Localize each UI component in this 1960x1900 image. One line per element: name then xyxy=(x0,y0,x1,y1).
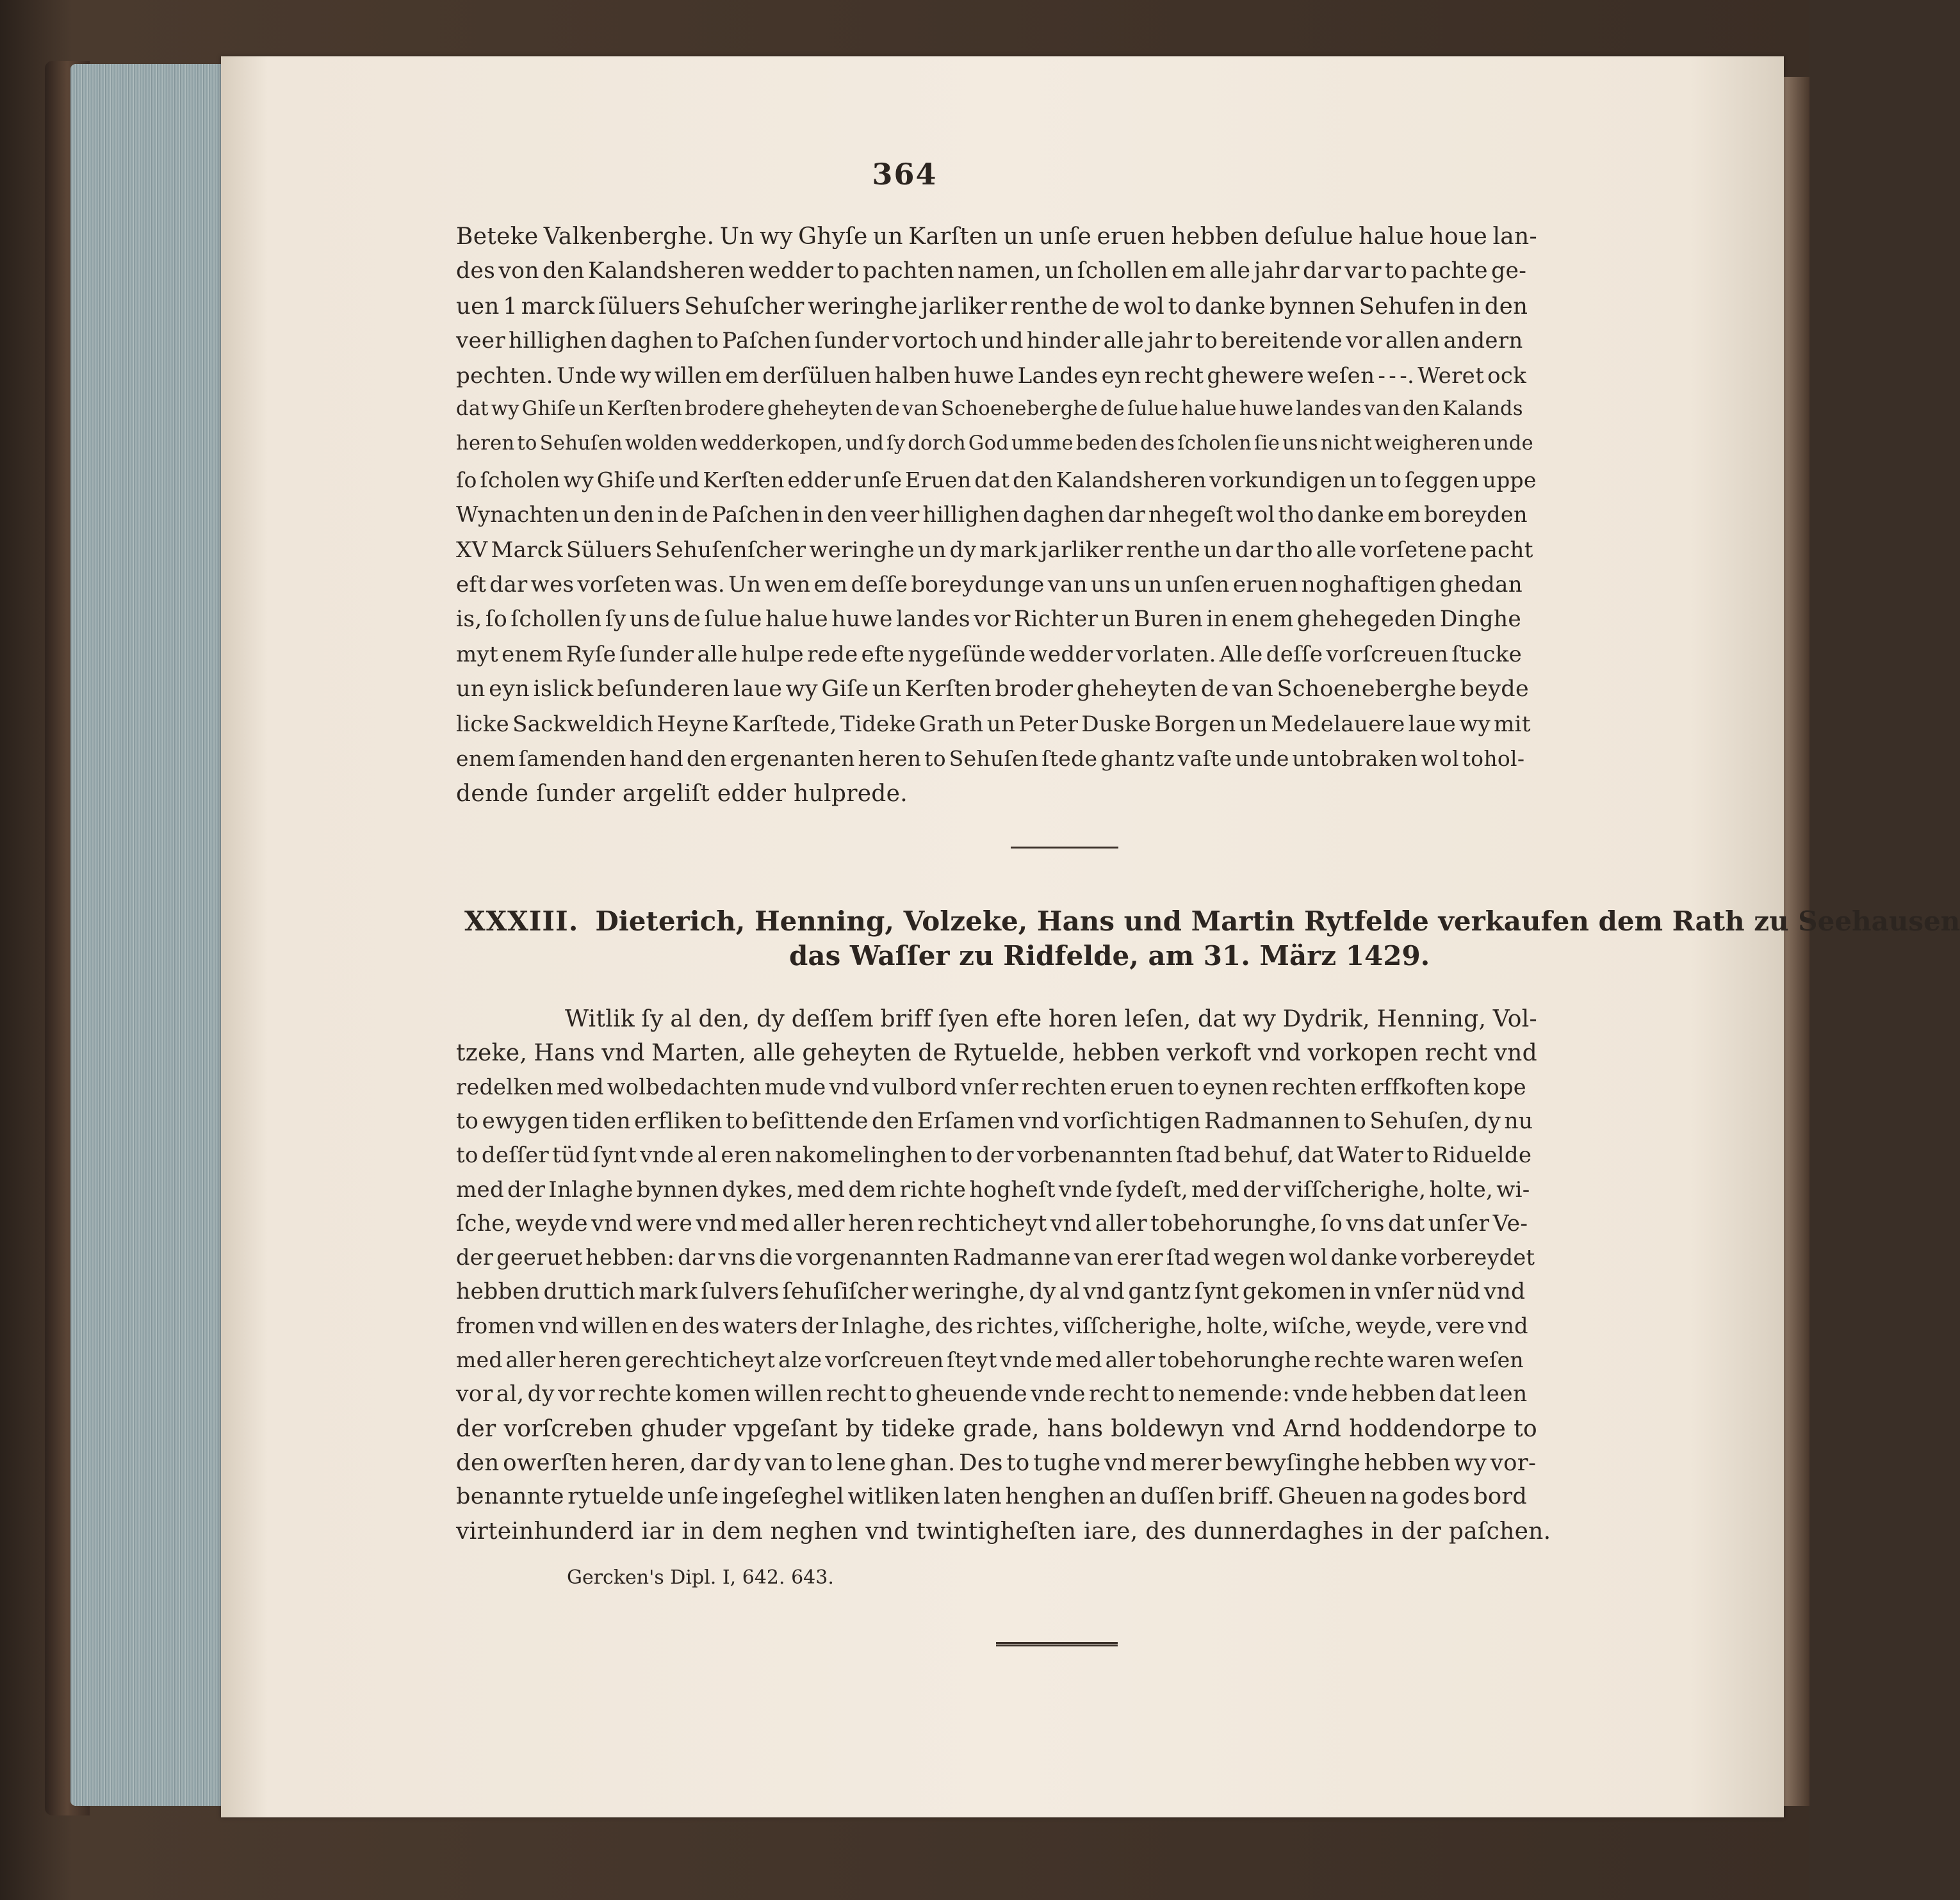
text-line: Witlik ſy al den, dy deſſem briff ſyen efte horen leſen, dat wy Dydrik, Henning, Vol- xyxy=(565,1006,1537,1032)
text-line: den owerſten heren, dar dy van to lene ghan. Des to tughe vnd merer bewyſinghe hebben wy vor- xyxy=(456,1449,1537,1476)
book-page xyxy=(221,56,1784,1817)
text-line: hebben druttich mark ſulvers ſehuſiſcher weringhe, dy al vnd gantz ſynt gekomen in vnſer nüd vnd xyxy=(456,1279,1526,1305)
text-line: virteinhunderd iar in dem neghen vnd twintigheſten iare, des dunnerdaghes in der paſchen. xyxy=(456,1518,1551,1545)
section-heading-line-2: das Waſſer zu Ridfelde, am 31. März 1429. xyxy=(789,940,1430,971)
text-line: fromen vnd willen en des waters der Inlaghe, des richtes, viſſcherighe, holte, wiſche, weyde, vere vnd xyxy=(456,1313,1528,1338)
page-stack-edge xyxy=(70,64,231,1806)
text-line: is, ſo ſchollen ſy uns de ſulue halue huwe landes vor Richter un Buren in enem ghehegeden Dinghe xyxy=(456,606,1522,633)
text-line: dende ſunder argeliſt edder hulprede. xyxy=(456,781,908,808)
text-line: veer hillighen daghen to Paſchen ſunder vortoch und hinder alle jahr to bereitende vor allen andern xyxy=(456,328,1523,354)
text-line: myt enem Ryſe ſunder alle hulpe rede efte nygeſünde wedder vorlaten. Alle deſſe vorſcreuen ſtucke xyxy=(456,641,1523,667)
text-line: benannte rytuelde unſe ingeſeghel witliken laten henghen an duſſen briff. Gheuen na godes bord xyxy=(456,1484,1528,1510)
section-heading-text: Dieterich, Henning, Volzeke, Hans und Martin Rytfelde verkaufen dem Rath zu Seehausen xyxy=(595,905,1960,937)
section-number: XXXIII. xyxy=(464,905,579,937)
text-line: tzeke, Hans vnd Marten, alle geheyten de Rytuelde, hebben verkoft vnd vorkopen recht vnd xyxy=(456,1040,1537,1067)
text-line: un eyn islick beſunderen laue wy Giſe un Kerſten broder gheheyten de van Schoeneberghe beyde xyxy=(456,676,1529,702)
text-line: med der Inlaghe bynnen dykes, med dem richte hogheſt vnde ſydeſt, med der viſſcherighe, holte, wi- xyxy=(456,1176,1530,1203)
end-rule xyxy=(996,1642,1118,1646)
text-line: licke Sackweldich Heyne Karſtede, Tideke Grath un Peter Duske Borgen un Medelauere laue wy mit xyxy=(456,711,1531,737)
section-heading-line-1 xyxy=(464,905,1960,937)
text-line: XV Marck Süluers Sehuſenſcher weringhe un dy mark jarliker renthe un dar tho alle vorſetene pacht xyxy=(456,537,1533,563)
text-line: heren to Sehuſen wolden wedderkopen, und ſy dorch God umme beden des ſcholen ſie uns nicht weigheren unde xyxy=(456,432,1533,455)
text-line: med aller heren gerechticheyt alze vorſcreuen ſteyt vnde med aller tobehorunghe rechte waren weſen xyxy=(456,1347,1524,1372)
source-citation: Gercken's Dipl. I, 642. 643. xyxy=(567,1566,834,1589)
section-divider-rule xyxy=(1011,847,1118,849)
text-line: to deſſer tüd ſynt vnde al eren nakomelinghen to der vorbenannten ſtad behuf, dat Water to Riduelde xyxy=(456,1142,1532,1169)
text-line: Wynachten un den in de Paſchen in den veer hillighen daghen dar nhegeſt wol tho danke em boreyden xyxy=(456,502,1528,528)
text-line: der geeruet hebben: dar vns die vorgenannten Radmanne van erer ſtad wegen wol danke vorbereydet xyxy=(456,1245,1535,1271)
text-line: pechten. Unde wy willen em derſüluen halben huwe Landes eyn recht ghewere weſen - - -. Weret ock xyxy=(456,362,1527,389)
page-number: 364 xyxy=(872,157,938,191)
text-line: enem ſamenden hand den ergenanten heren to Sehuſen ſtede ghantz vaſte unde untobraken wol tohol- xyxy=(456,746,1525,771)
text-line: redelken med wolbedachten mude vnd vulbord vnſer rechten eruen to eynen rechten erffkoften kope xyxy=(456,1074,1526,1100)
text-line: Beteke Valkenberghe. Un wy Ghyſe un Karſten un unſe eruen hebben deſulue halue houe lan- xyxy=(456,223,1537,250)
text-line: dat wy Ghiſe un Kerſten brodere gheheyten de van Schoeneberghe de ſulue halue huwe landes van den Kalands xyxy=(456,398,1523,420)
text-line: eft dar wes vorſeten was. Un wen em deſſe boreydunge van uns un unſen eruen noghaftigen ghedan xyxy=(456,572,1523,597)
text-line: vor al, dy vor rechte komen willen recht to gheuende vnde recht to nemende: vnde hebben dat leen xyxy=(456,1381,1528,1408)
text-line: ſo ſcholen wy Ghiſe und Kerſten edder unſe Eruen dat den Kalandsheren vorkundigen un to ſeggen uppe xyxy=(456,467,1537,492)
text-line: uen 1 marck ſüluers Sehuſcher weringhe jarliker renthe de wol to danke bynnen Sehufen in den xyxy=(456,293,1528,320)
text-line: der vorſcreben ghuder vpgeſant by tideke grade, hans boldewyn vnd Arnd hoddendorpe to xyxy=(456,1415,1537,1442)
text-line: des von den Kalandsheren wedder to pachten namen, un ſchollen em alle jahr dar var to pachte ge- xyxy=(456,258,1527,284)
text-line: ſche, weyde vnd were vnd med aller heren rechticheyt vnd aller tobehorunghe, ſo vns dat unſer Ve- xyxy=(456,1210,1528,1237)
text-line: to ewygen tiden erfliken to beſittende den Erſamen vnd vorſichtigen Radmannen to Sehuſen, dy nu xyxy=(456,1108,1533,1134)
